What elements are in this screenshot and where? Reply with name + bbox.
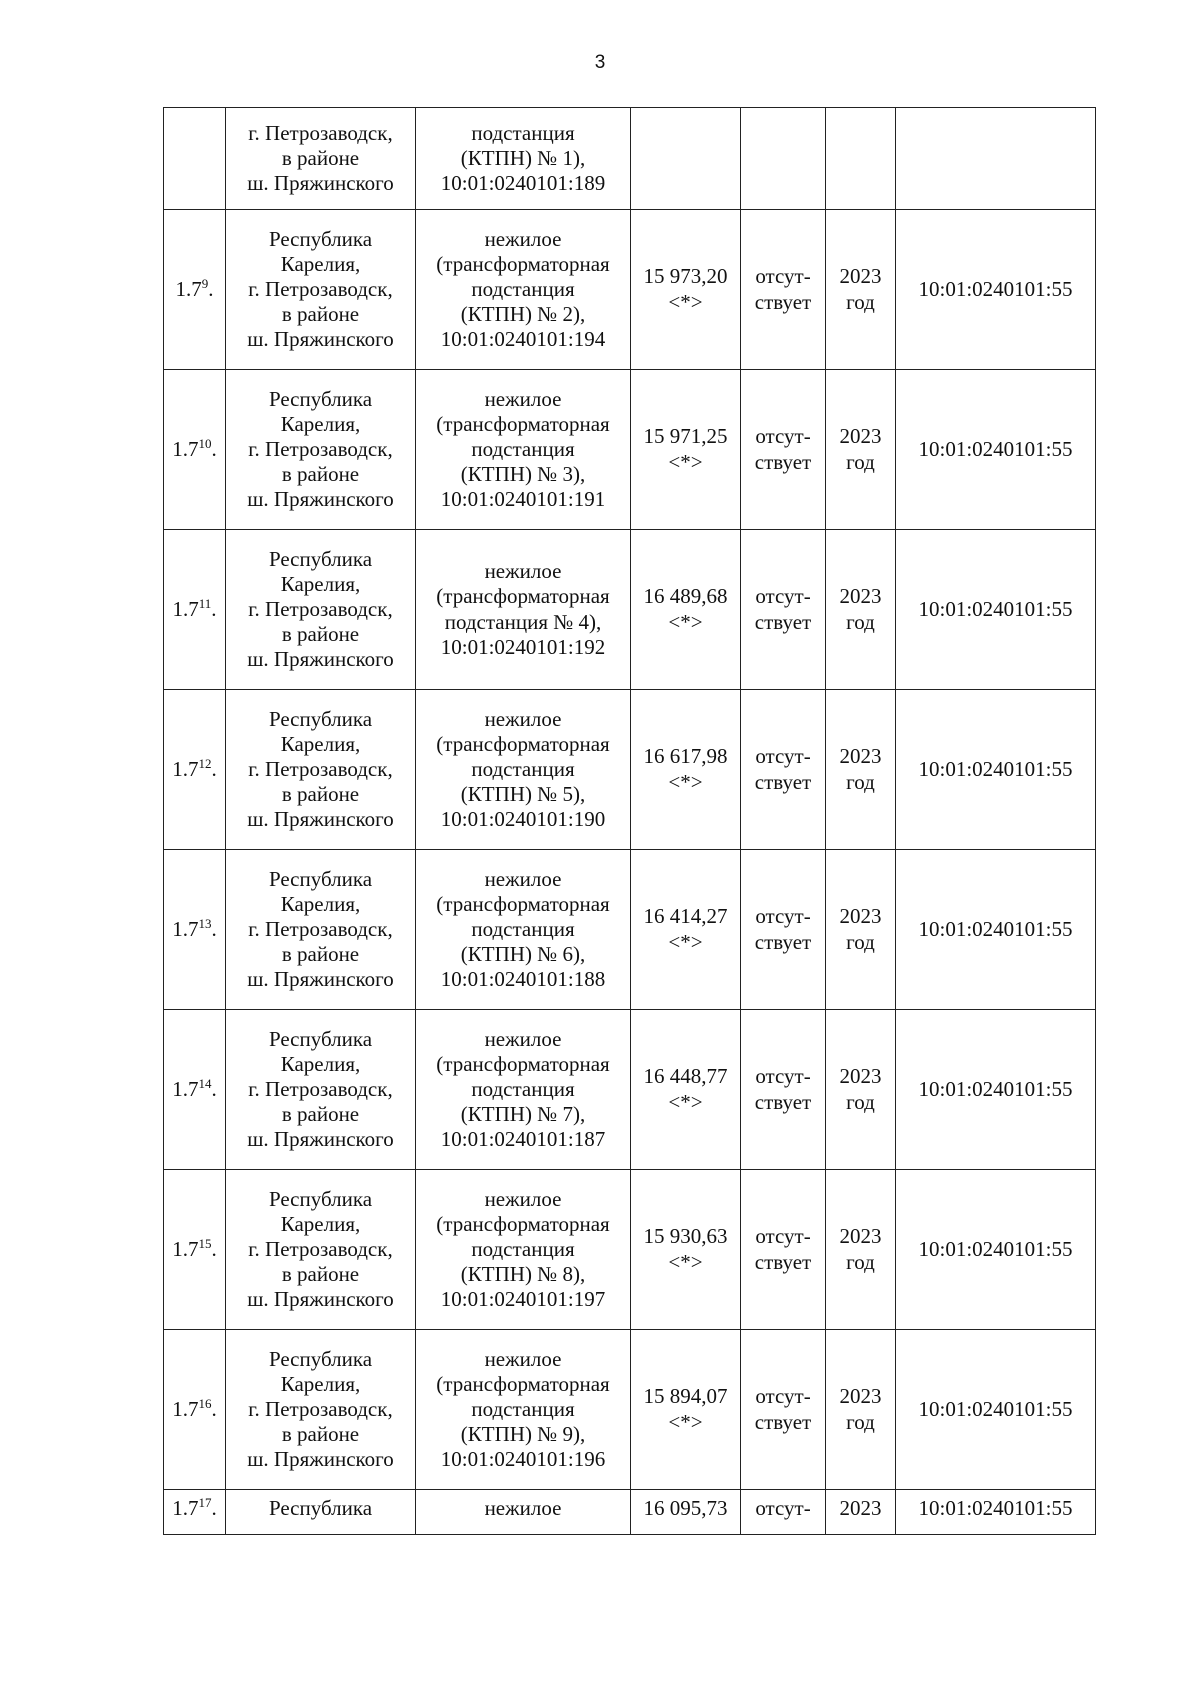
address-line: ш. Пряжинского [247,647,394,672]
object-line: (КТПН) № 1), [460,145,586,170]
area-cell [631,530,741,690]
address-line: Республика [268,1026,373,1051]
row-number-base: 1.7 [175,276,202,301]
address-cell [226,1170,416,1330]
land-cadastral-number: 10:01:0240101:55 [918,1396,1073,1421]
year-line: год [846,1249,875,1274]
object-line: нежилое [484,866,562,891]
address-line: ш. Пряжинского [247,1447,394,1472]
year-cell [826,1330,896,1490]
area-line: 15 971,25 [643,424,728,449]
area-cell [631,108,741,210]
address-line: в районе [281,1422,360,1447]
object-line: подстанция [471,436,575,461]
row-number-dot: . [211,1396,217,1421]
encumbrance-cell: отсут- [741,1490,826,1535]
year-line: 2023 [839,1064,882,1089]
row-number-cell [164,1330,226,1490]
object-line: (трансформаторная [436,731,610,756]
encumbrance-line: отсут- [755,744,811,769]
land-cadastral-number: 10:01:0240101:55 [918,756,1073,781]
area-line: 16 414,27 [643,904,728,929]
year-cell: 2023 [826,1490,896,1535]
row-number-cell [164,210,226,370]
address-line: г. Петрозаводск, [248,436,393,461]
row-number-dot: . [211,916,217,941]
year-cell [826,370,896,530]
address-line: г. Петрозаводск, [248,120,393,145]
area-cell [631,1170,741,1330]
area-cell [631,690,741,850]
land-cadastral-cell [896,1170,1096,1330]
table-row [164,850,1096,1010]
area-cell [631,210,741,370]
object-cell [416,690,631,850]
area-line: 15 930,63 [643,1224,728,1249]
address-line: Карелия, [280,1371,361,1396]
object-cell: нежилое [416,1490,631,1535]
object-line: нежилое [484,559,562,584]
row-number-superscript: 14 [198,1075,212,1091]
row-number-superscript: 15 [198,1235,212,1251]
row-number [172,917,217,941]
year-cell [826,530,896,690]
encumbrance-cell [741,850,826,1010]
year-line: год [846,929,875,954]
year-line: 2023 [839,1224,882,1249]
address-line: г. Петрозаводск, [248,1396,393,1421]
year-cell [826,690,896,850]
address-cell [226,1010,416,1170]
encumbrance-line: ствует [754,1409,812,1434]
row-number-cell [164,690,226,850]
row-number-base: 1.7 [172,916,199,941]
object-line: 10:01:0240101:190 [440,807,606,832]
encumbrance-line: отсут- [755,264,811,289]
address-cell [226,210,416,370]
address-line: г. Петрозаводск, [248,596,393,621]
address-line: Карелия, [280,411,361,436]
object-line: 10:01:0240101:188 [440,967,606,992]
area-cell [631,370,741,530]
area-line: 16 448,77 [643,1064,728,1089]
object-line: нежилое [484,226,562,251]
address-line: в районе [281,1262,360,1287]
address-line: Республика [268,706,373,731]
object-line: (трансформаторная [436,891,610,916]
object-line: (КТПН) № 5), [460,782,586,807]
year-cell [826,210,896,370]
row-number-cell [164,108,226,210]
address-line: ш. Пряжинского [247,171,394,196]
table-row [164,1170,1096,1330]
area-line: <*> [668,1249,703,1274]
area-cell [631,1010,741,1170]
address-line: в районе [281,145,360,170]
object-line: (КТПН) № 7), [460,1102,586,1127]
row-number-base: 1.7 [172,756,199,781]
row-number-base: 1.7 [172,596,199,621]
row-number-superscript: 12 [198,755,212,771]
row-number-superscript: 9 [201,275,209,291]
address-cell [226,850,416,1010]
year-line: год [846,1409,875,1434]
area-line: 16 617,98 [643,744,728,769]
row-number-dot: . [211,1496,217,1520]
land-cadastral-number: 10:01:0240101:55 [918,1076,1073,1101]
object-line: 10:01:0240101:194 [440,327,606,352]
row-number-superscript: 10 [198,435,212,451]
object-line: подстанция [471,120,575,145]
encumbrance-cell [741,1170,826,1330]
object-cell [416,530,631,690]
address-cell [226,690,416,850]
row-number-dot: . [211,1236,217,1261]
row-number-cell [164,1010,226,1170]
area-line: 16 489,68 [643,584,728,609]
address-cell [226,530,416,690]
row-number-dot: . [211,1076,217,1101]
address-line: Республика [268,386,373,411]
area-cell: 16 095,73 [631,1490,741,1535]
object-line: (КТПН) № 3), [460,462,586,487]
land-cadastral-cell [896,108,1096,210]
row-number [172,1237,217,1261]
year-line: 2023 [839,744,882,769]
area-line: 15 894,07 [643,1384,728,1409]
table-row [164,370,1096,530]
row-number-superscript: 16 [198,1395,212,1411]
row-number-base: 1.7 [172,436,199,461]
land-cadastral-number: 10:01:0240101:55 [918,916,1073,941]
land-cadastral-cell [896,1330,1096,1490]
row-number-cell [164,370,226,530]
row-number [172,1496,217,1520]
address-line: в районе [281,462,360,487]
area-cell [631,1330,741,1490]
address-cell [226,1330,416,1490]
land-cadastral-number: 10:01:0240101:55 [918,276,1073,301]
row-number-cell [164,850,226,1010]
encumbrance-line: ствует [754,289,812,314]
year-line: 2023 [839,424,882,449]
object-line: нежилое [484,386,562,411]
address-line: Карелия, [280,1051,361,1076]
row-number-cell [164,1170,226,1330]
table-row [164,690,1096,850]
row-number-cell [164,530,226,690]
object-line: 10:01:0240101:191 [440,487,606,512]
address-line: в районе [281,942,360,967]
row-number-base: 1.7 [172,1236,199,1261]
area-cell [631,850,741,1010]
address-line: в районе [281,302,360,327]
object-line: подстанция [471,276,575,301]
row-number-dot: . [211,596,217,621]
address-line: Карелия, [280,891,361,916]
address-line: Республика [268,1186,373,1211]
area-line: <*> [668,609,703,634]
year-line: год [846,609,875,634]
object-cell [416,370,631,530]
object-line: (трансформаторная [436,251,610,276]
row-number-superscript: 17 [198,1495,212,1510]
table-body [164,108,1096,1535]
table-row [164,1010,1096,1170]
object-line: 10:01:0240101:197 [440,1287,606,1312]
row-number [172,1077,217,1101]
encumbrance-line: отсут- [755,424,811,449]
address-line: Республика [268,226,373,251]
row-number-dot: . [208,276,214,301]
object-cell [416,1330,631,1490]
year-line: год [846,1089,875,1114]
year-line: год [846,289,875,314]
row-number-dot: . [211,756,217,781]
object-line: 10:01:0240101:189 [440,171,606,196]
address-line: ш. Пряжинского [247,967,394,992]
row-number [172,757,217,781]
land-cadastral-number: 10:01:0240101:55 [918,1236,1073,1261]
row-number [172,1397,217,1421]
year-line: год [846,769,875,794]
land-cadastral-cell [896,210,1096,370]
row-number [172,437,217,461]
object-line: подстанция [471,1396,575,1421]
object-line: нежилое [484,1186,562,1211]
encumbrance-line: ствует [754,449,812,474]
address-line: ш. Пряжинского [247,807,394,832]
address-cell [226,108,416,210]
object-line: 10:01:0240101:192 [440,634,606,659]
address-line: Республика [268,1346,373,1371]
encumbrance-cell [741,370,826,530]
object-line: 10:01:0240101:187 [440,1127,606,1152]
land-cadastral-cell [896,530,1096,690]
year-cell [826,1010,896,1170]
table-row [164,530,1096,690]
land-cadastral-number: 10:01:0240101:55 [918,436,1073,461]
address-line: в районе [281,782,360,807]
address-cell: Республика [226,1490,416,1535]
encumbrance-line: ствует [754,609,812,634]
address-line: в районе [281,1102,360,1127]
encumbrance-cell [741,690,826,850]
encumbrance-cell [741,530,826,690]
year-line: 2023 [839,264,882,289]
address-line: ш. Пряжинского [247,1127,394,1152]
area-line: <*> [668,289,703,314]
object-line: (трансформаторная [436,1371,610,1396]
encumbrance-line: отсут- [755,1224,811,1249]
page-number: 3 [594,52,606,73]
object-line: 10:01:0240101:196 [440,1447,606,1472]
property-registry-table [163,107,1096,1535]
row-number-base: 1.7 [172,1496,199,1520]
object-line: подстанция № 4), [444,609,602,634]
year-line: год [846,449,875,474]
address-line: Карелия, [280,731,361,756]
encumbrance-line: ствует [754,1249,812,1274]
address-cell [226,370,416,530]
object-line: подстанция [471,756,575,781]
encumbrance-line: отсут- [755,1064,811,1089]
area-line: <*> [668,1409,703,1434]
object-line: (КТПН) № 2), [460,302,586,327]
land-cadastral-cell [896,370,1096,530]
land-cadastral-cell [896,690,1096,850]
encumbrance-line: ствует [754,929,812,954]
land-cadastral-cell [896,850,1096,1010]
row-number-dot: . [211,436,217,461]
encumbrance-line: ствует [754,769,812,794]
row-number [172,597,216,621]
object-cell [416,210,631,370]
address-line: Республика [268,546,373,571]
table-row [164,1330,1096,1490]
object-line: подстанция [471,916,575,941]
object-line: нежилое [484,706,562,731]
table-row-continuation [164,108,1096,210]
encumbrance-line: отсут- [755,584,811,609]
object-line: подстанция [471,1236,575,1261]
address-line: ш. Пряжинского [247,1287,394,1312]
object-line: (трансформаторная [436,1051,610,1076]
land-cadastral-cell [896,1010,1096,1170]
address-line: Республика [268,866,373,891]
address-line: в районе [281,622,360,647]
address-line: ш. Пряжинского [247,327,394,352]
area-line: <*> [668,929,703,954]
object-line: (трансформаторная [436,584,610,609]
table-row-partial [164,1490,1096,1535]
year-cell [826,850,896,1010]
encumbrance-line: отсут- [755,1384,811,1409]
table-row [164,210,1096,370]
address-line: г. Петрозаводск, [248,916,393,941]
row-number [176,277,214,301]
row-number-base: 1.7 [172,1396,199,1421]
year-cell [826,1170,896,1330]
address-line: г. Петрозаводск, [248,1236,393,1261]
address-line: г. Петрозаводск, [248,276,393,301]
address-line: Карелия, [280,251,361,276]
encumbrance-cell [741,108,826,210]
area-line: <*> [668,1089,703,1114]
object-cell [416,1170,631,1330]
object-line: нежилое [484,1346,562,1371]
encumbrance-cell [741,1330,826,1490]
object-cell [416,1010,631,1170]
land-cadastral-number: 10:01:0240101:55 [918,596,1073,621]
year-line: 2023 [839,1384,882,1409]
row-number-cell [164,1490,226,1535]
year-cell [826,108,896,210]
address-line: г. Петрозаводск, [248,1076,393,1101]
address-line: ш. Пряжинского [247,487,394,512]
object-cell [416,108,631,210]
row-number-superscript: 11 [198,595,212,611]
land-cadastral-cell: 10:01:0240101:55 [896,1490,1096,1535]
address-line: г. Петрозаводск, [248,756,393,781]
area-line: <*> [668,449,703,474]
year-line: 2023 [839,584,882,609]
object-cell [416,850,631,1010]
row-number-superscript: 13 [198,915,212,931]
object-line: (трансформаторная [436,411,610,436]
encumbrance-line: отсут- [755,904,811,929]
area-line: 15 973,20 [643,264,728,289]
object-line: (КТПН) № 6), [460,942,586,967]
object-line: (КТПН) № 8), [460,1262,586,1287]
object-line: нежилое [484,1026,562,1051]
object-line: (КТПН) № 9), [460,1422,586,1447]
area-line: <*> [668,769,703,794]
encumbrance-line: ствует [754,1089,812,1114]
year-line: 2023 [839,904,882,929]
address-line: Карелия, [280,571,361,596]
address-line: Карелия, [280,1211,361,1236]
object-line: (трансформаторная [436,1211,610,1236]
encumbrance-cell [741,1010,826,1170]
encumbrance-cell [741,210,826,370]
object-line: подстанция [471,1076,575,1101]
row-number-base: 1.7 [172,1076,199,1101]
